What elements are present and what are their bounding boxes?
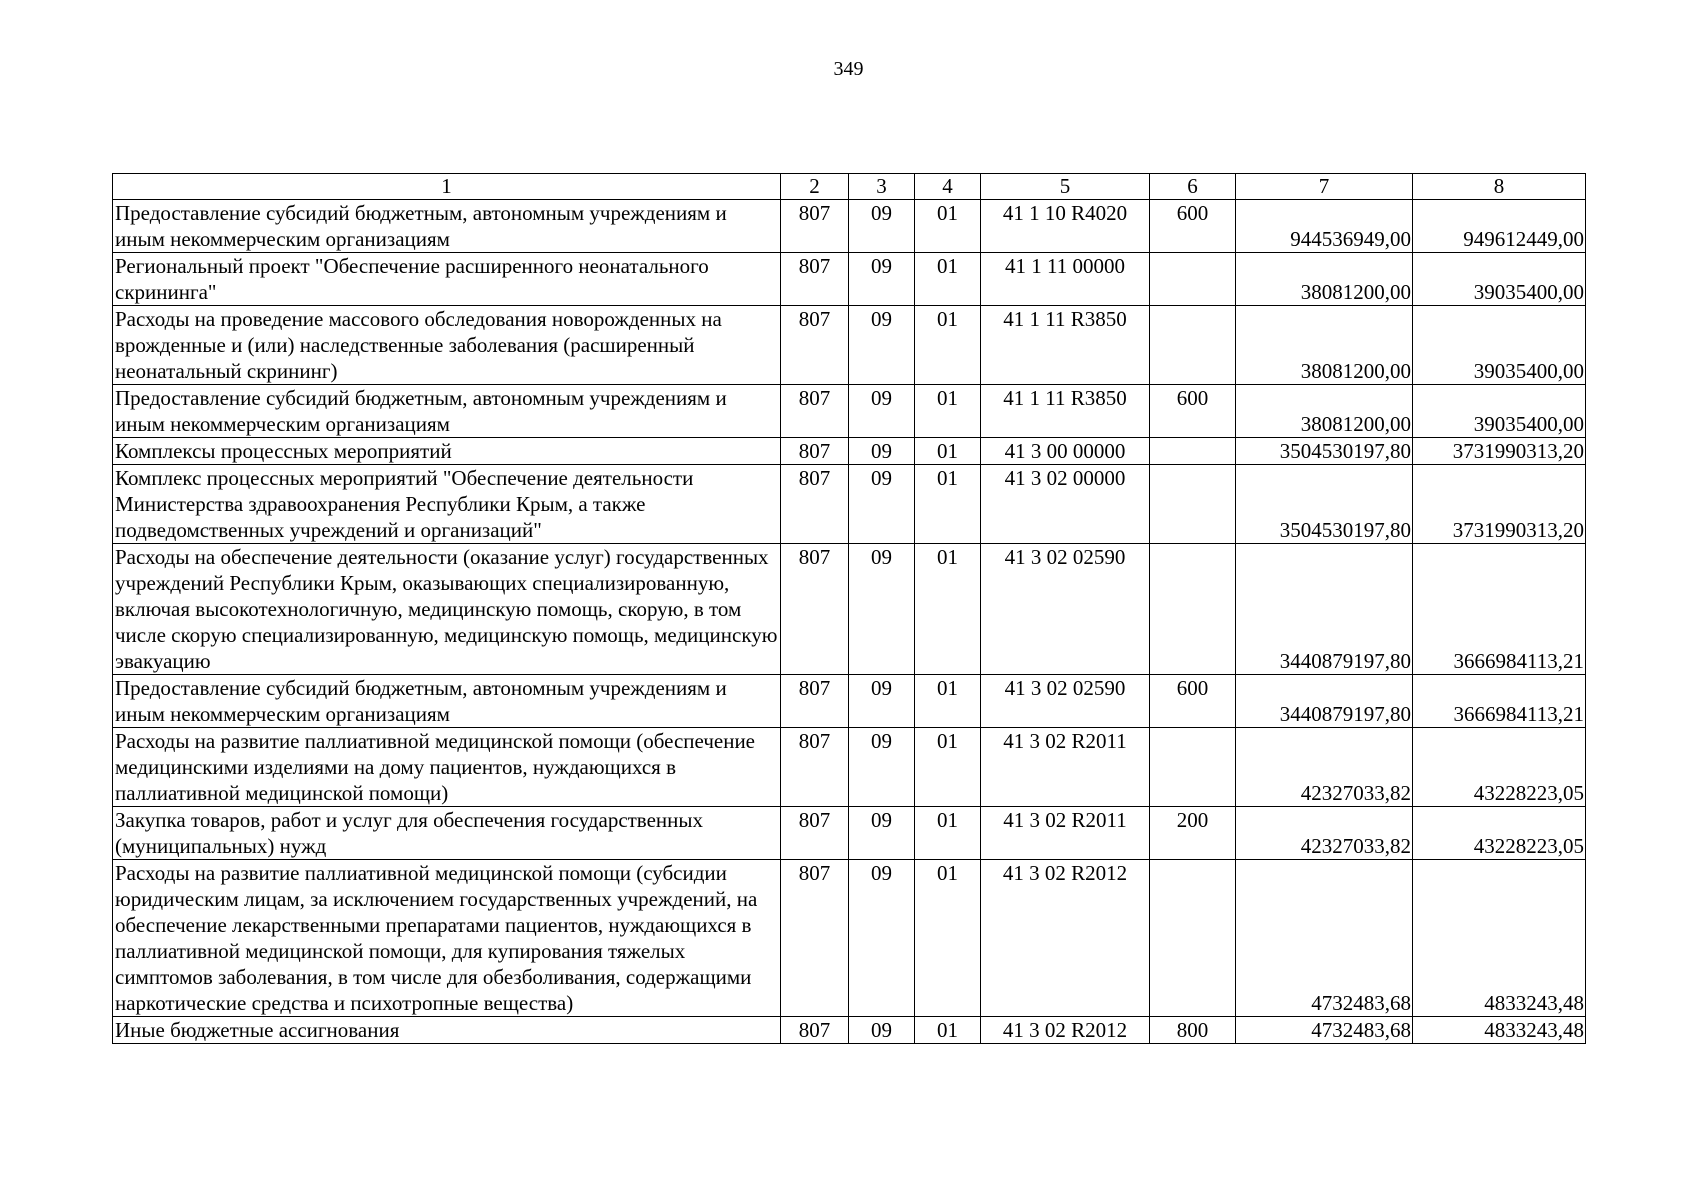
section-code-cell: 09 bbox=[849, 544, 915, 675]
subsection-code-cell: 01 bbox=[915, 465, 981, 544]
target-article-cell: 41 3 02 R2011 bbox=[981, 807, 1150, 860]
expense-type-cell: 600 bbox=[1150, 385, 1236, 438]
header-cell: 3 bbox=[849, 174, 915, 200]
section-code-cell: 09 bbox=[849, 253, 915, 306]
amount-year1-cell: 4732483,68 bbox=[1236, 860, 1413, 1017]
subsection-code-cell: 01 bbox=[915, 1017, 981, 1044]
amount-year1-cell: 3440879197,80 bbox=[1236, 675, 1413, 728]
grbs-code-cell: 807 bbox=[781, 807, 849, 860]
page-number: 349 bbox=[833, 58, 864, 80]
amount-year1-cell: 4732483,68 bbox=[1236, 1017, 1413, 1044]
expense-type-cell: 200 bbox=[1150, 807, 1236, 860]
table-row bbox=[113, 675, 1586, 728]
section-code-cell: 09 bbox=[849, 860, 915, 1017]
target-article-cell: 41 1 11 00000 bbox=[981, 253, 1150, 306]
subsection-code-cell: 01 bbox=[915, 438, 981, 465]
table-row bbox=[113, 544, 1586, 675]
row-name-cell: Закупка товаров, работ и услуг для обеспечения государственных (муниципальных) нужд bbox=[113, 807, 781, 860]
target-article-cell: 41 3 02 R2011 bbox=[981, 728, 1150, 807]
row-name-cell: Комплексы процессных мероприятий bbox=[113, 438, 781, 465]
target-article-cell: 41 1 11 R3850 bbox=[981, 306, 1150, 385]
subsection-code-cell: 01 bbox=[915, 306, 981, 385]
target-article-cell: 41 3 02 R2012 bbox=[981, 860, 1150, 1017]
target-article-cell: 41 1 11 R3850 bbox=[981, 385, 1150, 438]
amount-year2-cell: 43228223,05 bbox=[1413, 807, 1586, 860]
section-code-cell: 09 bbox=[849, 1017, 915, 1044]
amount-year1-cell: 42327033,82 bbox=[1236, 807, 1413, 860]
amount-year2-cell: 3731990313,20 bbox=[1413, 465, 1586, 544]
amount-year1-cell: 42327033,82 bbox=[1236, 728, 1413, 807]
grbs-code-cell: 807 bbox=[781, 1017, 849, 1044]
header-cell: 2 bbox=[781, 174, 849, 200]
table-row bbox=[113, 200, 1586, 253]
expense-type-cell: 600 bbox=[1150, 675, 1236, 728]
table-row bbox=[113, 807, 1586, 860]
row-name-cell: Предоставление субсидий бюджетным, автономным учреждениям и иным некоммерческим организациям bbox=[113, 675, 781, 728]
budget-table bbox=[112, 173, 1586, 1044]
target-article-cell: 41 3 02 02590 bbox=[981, 675, 1150, 728]
amount-year1-cell: 38081200,00 bbox=[1236, 253, 1413, 306]
section-code-cell: 09 bbox=[849, 200, 915, 253]
row-name-cell: Расходы на развитие паллиативной медицинской помощи (субсидии юридическим лицам, за исключением государственных учреждений, на обеспечение лекарственными препаратами пациентов, нуждающихся в паллиативной медицинской помощи, для купирования тяжелых симптомов заболевания, в том числе для обезболивания, содержащими наркотические средства и психотропные вещества) bbox=[113, 860, 781, 1017]
header-cell: 8 bbox=[1413, 174, 1586, 200]
expense-type-cell bbox=[1150, 438, 1236, 465]
expense-type-cell bbox=[1150, 253, 1236, 306]
row-name-cell: Расходы на проведение массового обследования новорожденных на врожденные и (или) наследственные заболевания (расширенный неонатальный скрининг) bbox=[113, 306, 781, 385]
amount-year1-cell: 3504530197,80 bbox=[1236, 465, 1413, 544]
amount-year2-cell: 949612449,00 bbox=[1413, 200, 1586, 253]
table-row bbox=[113, 253, 1586, 306]
table-row bbox=[113, 1017, 1586, 1044]
grbs-code-cell: 807 bbox=[781, 728, 849, 807]
grbs-code-cell: 807 bbox=[781, 385, 849, 438]
amount-year1-cell: 944536949,00 bbox=[1236, 200, 1413, 253]
row-name-cell: Предоставление субсидий бюджетным, автономным учреждениям и иным некоммерческим организациям bbox=[113, 200, 781, 253]
header-cell: 6 bbox=[1150, 174, 1236, 200]
table-row bbox=[113, 438, 1586, 465]
subsection-code-cell: 01 bbox=[915, 807, 981, 860]
header-cell: 4 bbox=[915, 174, 981, 200]
subsection-code-cell: 01 bbox=[915, 675, 981, 728]
section-code-cell: 09 bbox=[849, 465, 915, 544]
amount-year2-cell: 43228223,05 bbox=[1413, 728, 1586, 807]
subsection-code-cell: 01 bbox=[915, 860, 981, 1017]
section-code-cell: 09 bbox=[849, 728, 915, 807]
section-code-cell: 09 bbox=[849, 675, 915, 728]
table-header-row bbox=[113, 174, 1586, 200]
amount-year2-cell: 4833243,48 bbox=[1413, 1017, 1586, 1044]
table-row bbox=[113, 385, 1586, 438]
section-code-cell: 09 bbox=[849, 438, 915, 465]
subsection-code-cell: 01 bbox=[915, 385, 981, 438]
expense-type-cell bbox=[1150, 465, 1236, 544]
header-cell: 1 bbox=[113, 174, 781, 200]
row-name-cell: Комплекс процессных мероприятий "Обеспечение деятельности Министерства здравоохранения Республики Крым, а также подведомственных учреждений и организаций" bbox=[113, 465, 781, 544]
amount-year1-cell: 3440879197,80 bbox=[1236, 544, 1413, 675]
target-article-cell: 41 1 10 R4020 bbox=[981, 200, 1150, 253]
subsection-code-cell: 01 bbox=[915, 728, 981, 807]
row-name-cell: Региональный проект "Обеспечение расширенного неонатального скрининга" bbox=[113, 253, 781, 306]
expense-type-cell: 800 bbox=[1150, 1017, 1236, 1044]
section-code-cell: 09 bbox=[849, 807, 915, 860]
grbs-code-cell: 807 bbox=[781, 544, 849, 675]
amount-year2-cell: 3666984113,21 bbox=[1413, 675, 1586, 728]
grbs-code-cell: 807 bbox=[781, 860, 849, 1017]
amount-year2-cell: 3731990313,20 bbox=[1413, 438, 1586, 465]
amount-year2-cell: 39035400,00 bbox=[1413, 306, 1586, 385]
amount-year1-cell: 38081200,00 bbox=[1236, 385, 1413, 438]
grbs-code-cell: 807 bbox=[781, 675, 849, 728]
amount-year2-cell: 4833243,48 bbox=[1413, 860, 1586, 1017]
amount-year2-cell: 39035400,00 bbox=[1413, 253, 1586, 306]
header-cell: 7 bbox=[1236, 174, 1413, 200]
row-name-cell: Расходы на развитие паллиативной медицинской помощи (обеспечение медицинскими изделиями на дому пациентов, нуждающихся в паллиативной медицинской помощи) bbox=[113, 728, 781, 807]
amount-year1-cell: 3504530197,80 bbox=[1236, 438, 1413, 465]
target-article-cell: 41 3 00 00000 bbox=[981, 438, 1150, 465]
grbs-code-cell: 807 bbox=[781, 438, 849, 465]
grbs-code-cell: 807 bbox=[781, 253, 849, 306]
table-row bbox=[113, 465, 1586, 544]
table-row bbox=[113, 860, 1586, 1017]
target-article-cell: 41 3 02 00000 bbox=[981, 465, 1150, 544]
row-name-cell: Иные бюджетные ассигнования bbox=[113, 1017, 781, 1044]
grbs-code-cell: 807 bbox=[781, 465, 849, 544]
amount-year2-cell: 3666984113,21 bbox=[1413, 544, 1586, 675]
subsection-code-cell: 01 bbox=[915, 544, 981, 675]
row-name-cell: Предоставление субсидий бюджетным, автономным учреждениям и иным некоммерческим организациям bbox=[113, 385, 781, 438]
grbs-code-cell: 807 bbox=[781, 306, 849, 385]
subsection-code-cell: 01 bbox=[915, 253, 981, 306]
expense-type-cell bbox=[1150, 306, 1236, 385]
target-article-cell: 41 3 02 R2012 bbox=[981, 1017, 1150, 1044]
amount-year2-cell: 39035400,00 bbox=[1413, 385, 1586, 438]
grbs-code-cell: 807 bbox=[781, 200, 849, 253]
table-row bbox=[113, 728, 1586, 807]
section-code-cell: 09 bbox=[849, 385, 915, 438]
target-article-cell: 41 3 02 02590 bbox=[981, 544, 1150, 675]
expense-type-cell bbox=[1150, 860, 1236, 1017]
row-name-cell: Расходы на обеспечение деятельности (оказание услуг) государственных учреждений Республики Крым, оказывающих специализированную, включая высокотехнологичную, медицинскую помощь, скорую, в том числе скорую специализированную, медицинскую помощь, медицинскую эвакуацию bbox=[113, 544, 781, 675]
header-cell: 5 bbox=[981, 174, 1150, 200]
expense-type-cell bbox=[1150, 544, 1236, 675]
section-code-cell: 09 bbox=[849, 306, 915, 385]
subsection-code-cell: 01 bbox=[915, 200, 981, 253]
amount-year1-cell: 38081200,00 bbox=[1236, 306, 1413, 385]
table-row bbox=[113, 306, 1586, 385]
expense-type-cell: 600 bbox=[1150, 200, 1236, 253]
expense-type-cell bbox=[1150, 728, 1236, 807]
